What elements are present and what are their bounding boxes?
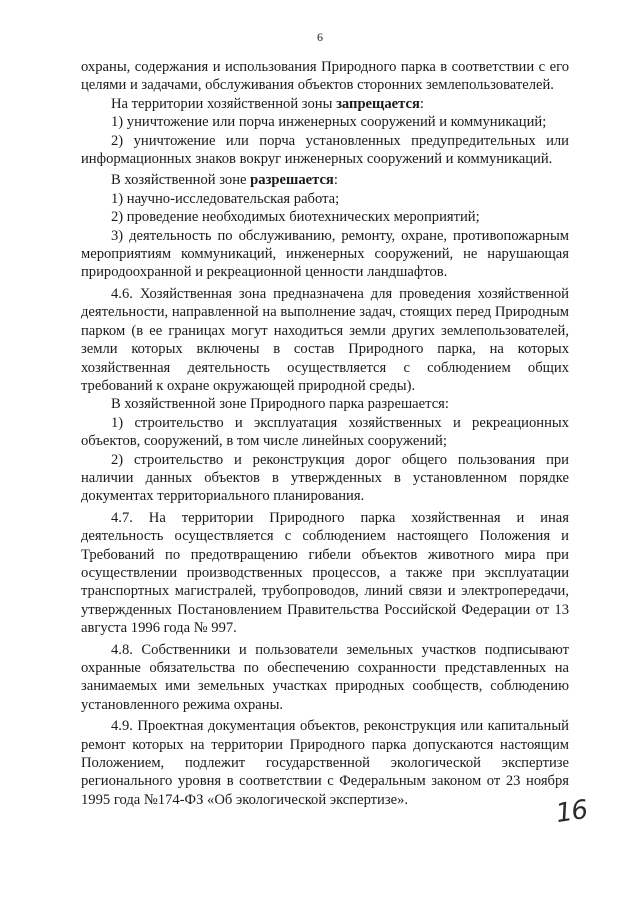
allowed-item-2: 2) проведение необходимых биотехнических мероприятий; (111, 209, 480, 226)
page-number: 6 (317, 30, 323, 44)
paragraph-4-7: 4.7. На территории Природного парка хозяйственная и иная деятельность осуществляется с соблюдением настоящего Положения и Требований по предотвращению гибели объектов животного мира при осуществлении производственных процессов, а также при эксплуатации транспортных магистралей, трубопроводов, линий связи и электропередачи, утвержденных Постановлением Правительства Российской Федерации от 13 августа 1996 года № 997. (81, 509, 569, 637)
paragraph-prohibited-heading (81, 95, 569, 113)
allowed-prefix: В хозяйственной зоне (111, 172, 251, 189)
paragraph-economic-zone-allowed: В хозяйственной зоне Природного парка разрешается: (111, 396, 449, 413)
prohibited-suffix: : (419, 95, 424, 112)
allowed-item-1: 1) научно-исследовательская работа; (111, 190, 340, 207)
paragraph-allowed-heading (81, 171, 569, 189)
paragraph-4-6: 4.6. Хозяйственная зона предназначена для проведения хозяйственной деятельности, направленной на выполнение задач, стоящих перед Природным парком (в ее границах могут находиться земли других землепользователей, земли которых включены в состав Природного парка, на которых хозяйственная деятельность осуществляется с соблюдением общих требований к охране окружающей природной среды). (81, 285, 569, 394)
paragraph-4-9: 4.9. Проектная документация объектов, реконструкция или капитальный ремонт которых на территории Природного парка допускаются настоящим Положением, подлежит государственной экологической экспертизе регионального уровня в соответствии с Федеральным законом от 23 ноября 1995 года №174-ФЗ «Об экологической экспертизе». (81, 718, 569, 808)
prohibited-keyword: запрещается (336, 95, 420, 112)
allowed-suffix: : (333, 172, 338, 189)
paragraph-continuation: охраны, содержания и использования Природного парка в соответствии с его целями и задачами, обслуживания объектов сторонних землепользователей. (81, 59, 569, 94)
economic-allowed-item-2: 2) строительство и реконструкция дорог общего пользования при наличии данных объектов в утвержденных в установленном порядке документах территориального планирования. (81, 451, 569, 505)
paragraph-4-8: 4.8. Собственники и пользователи земельных участков подписывают охранные обязательства по обеспечению сохранности представленных на занимаемых ими земельных участках природных сообществ, соблюдению установленного режима охраны. (81, 641, 569, 713)
prohibited-prefix: На территории хозяйственной зоны (111, 95, 337, 112)
prohibited-item-2: 2) уничтожение или порча установленных предупредительных или информационных знаков вокруг инженерных сооружений и коммуникаций. (81, 132, 569, 168)
handwritten-page-mark: 16 (554, 794, 590, 830)
economic-allowed-item-1: 1) строительство и эксплуатация хозяйственных и рекреационных объектов, сооружений, в том числе линейных сооружений; (81, 414, 569, 450)
prohibited-item-1: 1) уничтожение или порча инженерных сооружений и коммуникаций; (111, 114, 547, 131)
allowed-item-3: 3) деятельность по обслуживанию, ремонту, охране, противопожарным мероприятиям коммуникаций, инженерных сооружений, не нарушающая природоохранной и рекреационной ценности ландшафтов. (81, 227, 569, 281)
document-body (81, 58, 569, 809)
allowed-keyword: разрешается (250, 172, 334, 189)
